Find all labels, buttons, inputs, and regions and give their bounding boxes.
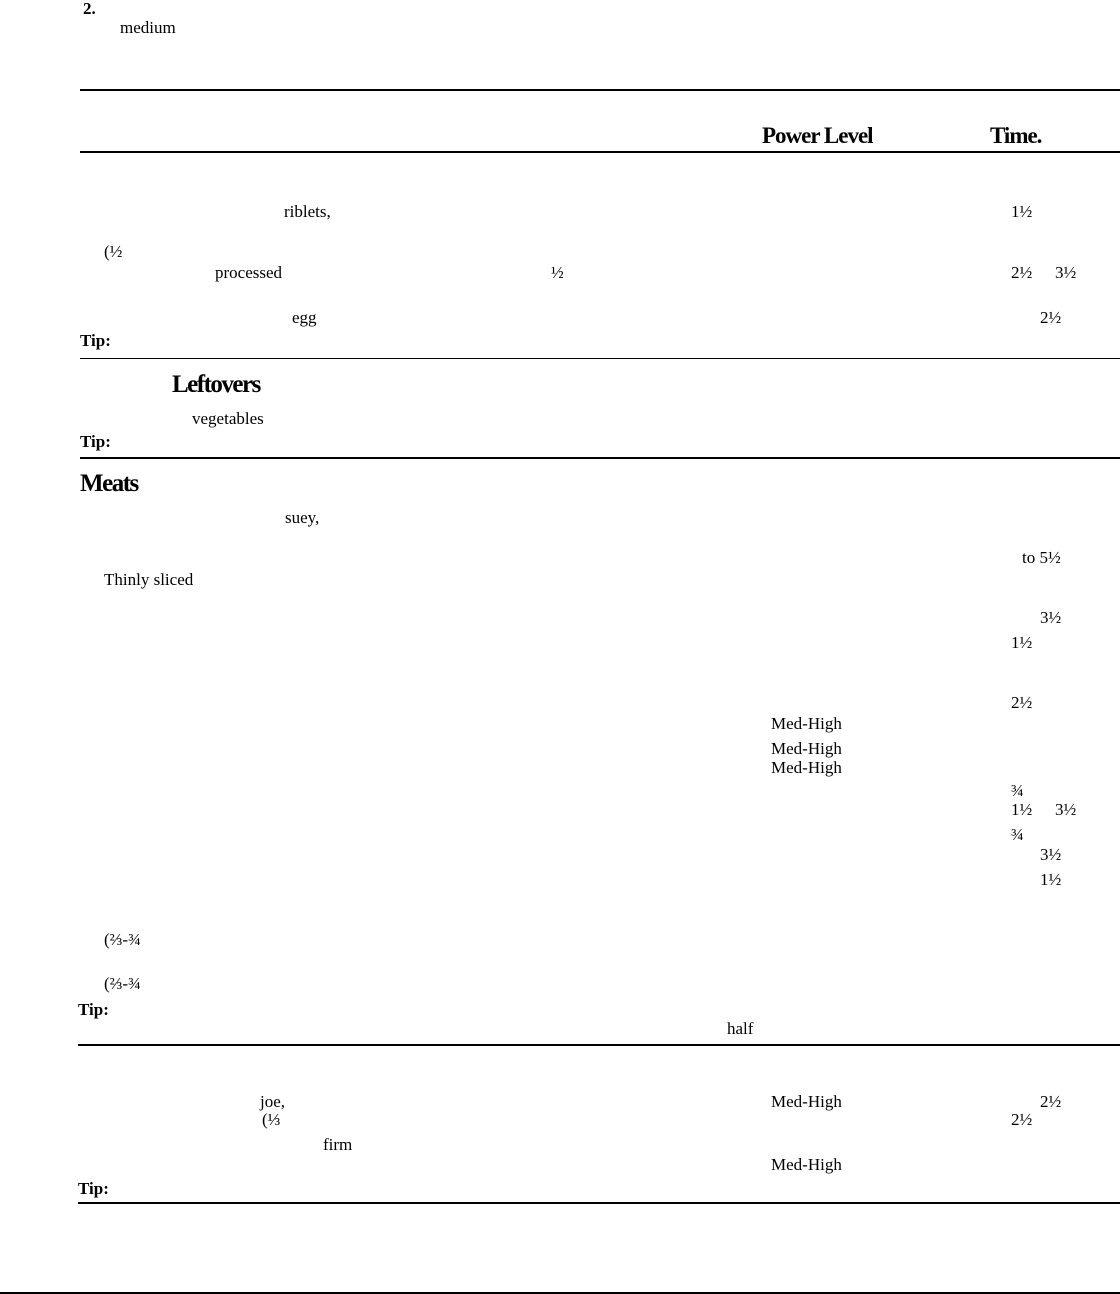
time-value: 3½ [1055, 263, 1077, 282]
power-level-value: Med-High [771, 714, 842, 733]
section-heading-leftovers: Leftovers [172, 371, 260, 398]
quantity-fraction: (⅔-¾ [104, 930, 141, 949]
quantity-fraction: ½ [551, 263, 564, 282]
quantity-fraction: (⅓ [262, 1110, 281, 1129]
time-value: 3½ [1055, 800, 1077, 819]
food-text-firm: firm [323, 1135, 353, 1154]
quantity-fraction: (⅔-¾ [104, 974, 141, 993]
time-value: 2½ [1011, 693, 1033, 712]
time-value: 3½ [1040, 845, 1062, 864]
section-heading-meats: Meats [80, 470, 138, 497]
step-text: medium [120, 18, 176, 37]
food-text-egg: egg [292, 308, 317, 327]
power-level-value: Med-High [771, 758, 842, 777]
power-level-value: Med-High [771, 739, 842, 758]
tip-label: Tip: [80, 331, 111, 350]
table-header-rule [80, 151, 1120, 153]
power-level-value: Med-High [771, 1155, 842, 1174]
section-rule [80, 358, 1120, 359]
tip-text-half: half [727, 1019, 754, 1038]
time-value: 2½ [1040, 308, 1062, 327]
table-top-rule [80, 89, 1120, 91]
power-level-value: Med-High [771, 1092, 842, 1111]
food-text-suey: suey, [285, 508, 320, 527]
time-value: ¾ [1011, 781, 1024, 800]
food-text-processed: processed [215, 263, 283, 282]
time-value: 2½ [1040, 1092, 1062, 1111]
tip-label: Tip: [78, 1179, 109, 1198]
time-value: ¾ [1011, 825, 1024, 844]
time-value: 1½ [1040, 870, 1062, 889]
time-value: 1½ [1011, 800, 1033, 819]
section-rule [78, 1044, 1120, 1046]
food-text-thinly-sliced: Thinly sliced [104, 570, 194, 589]
food-text-riblets: riblets, [284, 202, 331, 221]
tip-label: Tip: [80, 432, 111, 451]
food-text-vegetables: vegetables [192, 409, 264, 428]
section-rule [80, 457, 1120, 459]
time-value: to 5½ [1022, 548, 1061, 567]
time-column-header: Time. [990, 123, 1042, 148]
power-level-column-header: Power Level [762, 123, 873, 148]
time-value: 2½ [1011, 263, 1033, 282]
time-value: 1½ [1011, 633, 1033, 652]
food-text-joe: joe, [260, 1092, 286, 1111]
time-value: 2½ [1011, 1110, 1033, 1129]
time-value: 3½ [1040, 608, 1062, 627]
time-value: 1½ [1011, 202, 1033, 221]
quantity-fraction: (½ [104, 242, 123, 261]
section-rule [78, 1202, 1120, 1204]
tip-label: Tip: [78, 1000, 109, 1019]
step-number: 2. [83, 0, 96, 18]
